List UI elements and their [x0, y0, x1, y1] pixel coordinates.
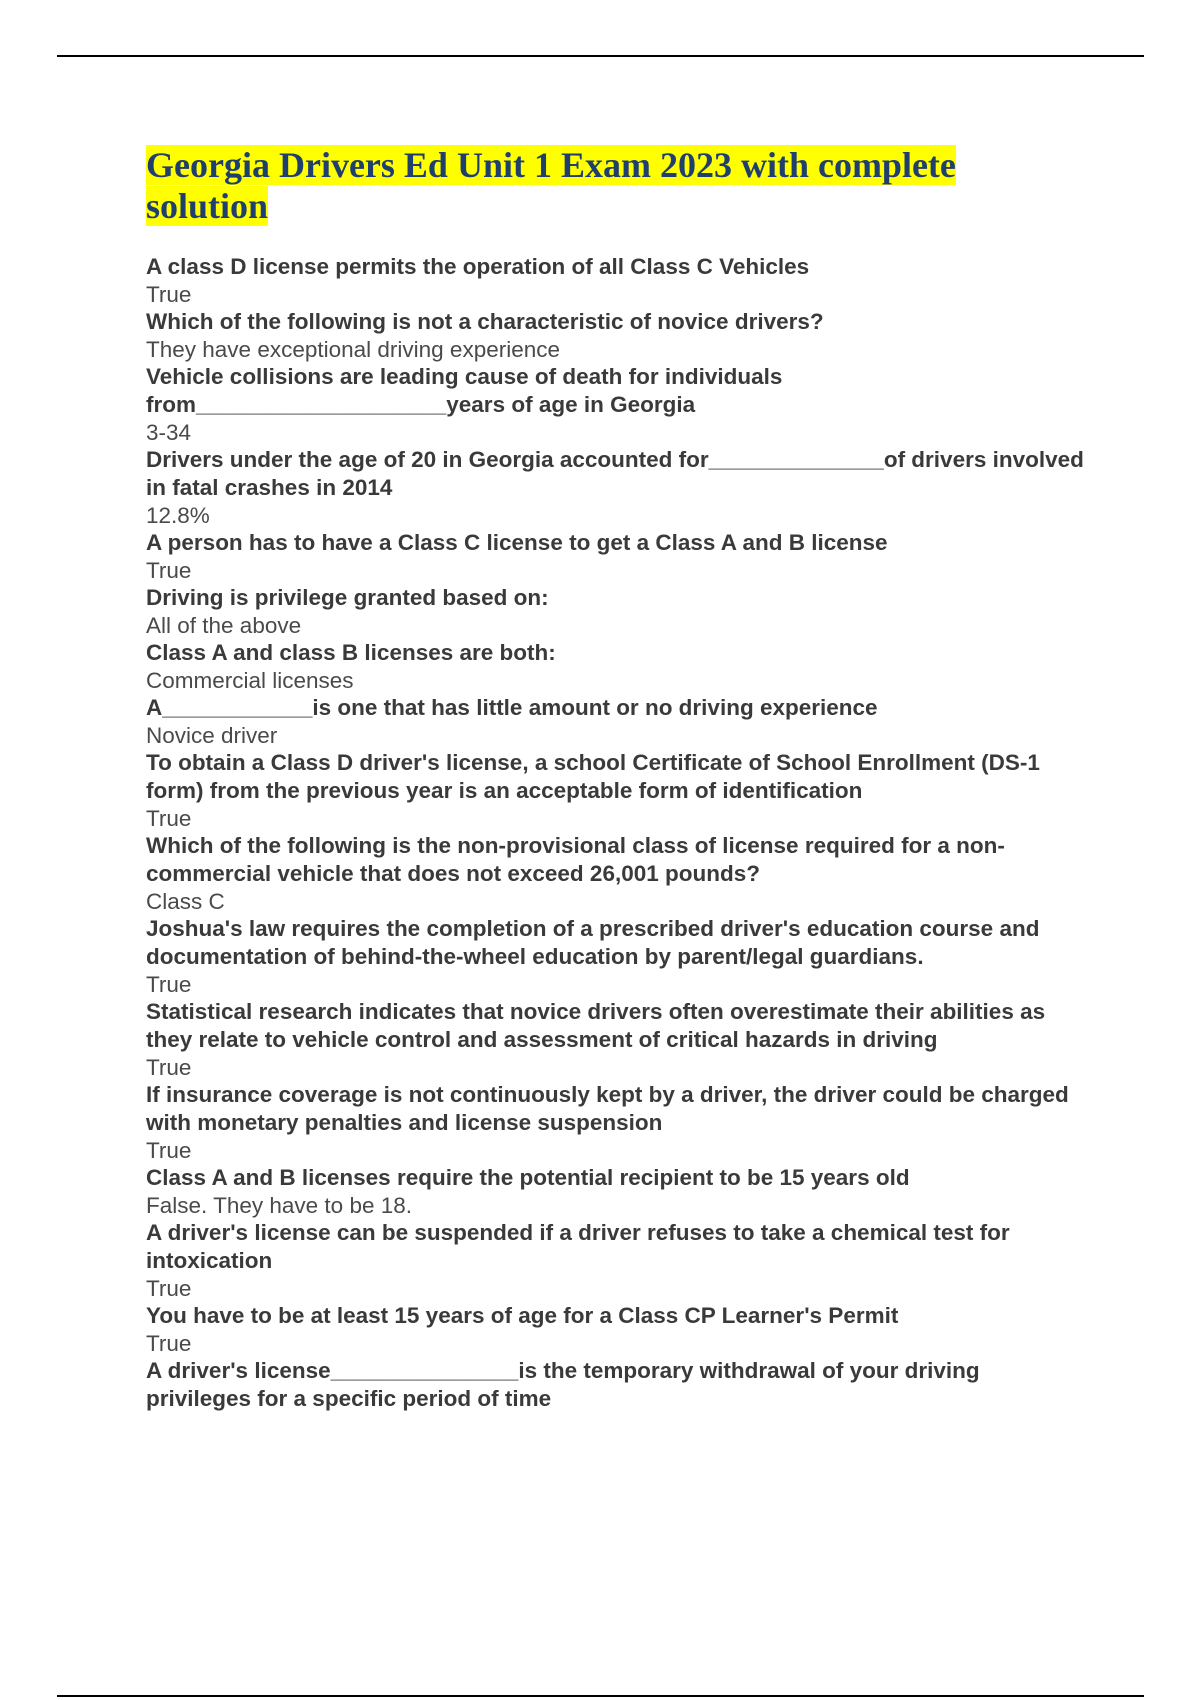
question-text: Class A and class B licenses are both:	[146, 640, 556, 665]
question-text: Statistical research indicates that novice drivers often overestimate their abilities as they relate to vehicle control and assessment of critical hazards in driving	[146, 999, 1046, 1052]
answer-text: Novice driver	[146, 723, 278, 748]
answer-text: True	[146, 558, 192, 583]
question-text: Drivers under the age of 20 in Georgia accounted for______________of drivers involved in fatal crashes in 2014	[146, 447, 1084, 500]
qa-item	[146, 832, 1086, 915]
answer-text: True	[146, 1276, 192, 1301]
qa-item	[146, 915, 1086, 998]
question-text: To obtain a Class D driver's license, a school Certificate of School Enrollment (DS-1 form) from the previous year is an acceptable form of identification	[146, 750, 1040, 803]
qa-item	[146, 308, 1086, 363]
answer-text: True	[146, 282, 192, 307]
qa-item	[146, 253, 1086, 308]
question-text: Vehicle collisions are leading cause of death for individuals from____________________years of age in Georgia	[146, 364, 783, 417]
question-text: A class D license permits the operation of all Class C Vehicles	[146, 254, 810, 279]
question-text: Driving is privilege granted based on:	[146, 585, 549, 610]
answer-text: Class C	[146, 889, 225, 914]
question-text: You have to be at least 15 years of age for a Class CP Learner's Permit	[146, 1303, 899, 1328]
question-text: Which of the following is the non-provisional class of license required for a non-commercial vehicle that does not exceed 26,001 pounds?	[146, 833, 1005, 886]
question-text: A driver's license_______________is the temporary withdrawal of your driving privileges for a specific period of time	[146, 1358, 980, 1411]
qa-item	[146, 1164, 1086, 1219]
question-text: Joshua's law requires the completion of a prescribed driver's education course and documentation of behind-the-wheel education by parent/legal guardians.	[146, 916, 1040, 969]
answer-text: True	[146, 1331, 192, 1356]
question-text: Class A and B licenses require the potential recipient to be 15 years old	[146, 1165, 910, 1190]
qa-item	[146, 1081, 1086, 1164]
question-text: Which of the following is not a characteristic of novice drivers?	[146, 309, 824, 334]
qa-item	[146, 639, 1086, 694]
question-text: A driver's license can be suspended if a driver refuses to take a chemical test for intoxication	[146, 1220, 1010, 1273]
document-content	[146, 145, 1086, 1413]
question-text: A person has to have a Class C license to get a Class A and B license	[146, 530, 888, 555]
answer-text: All of the above	[146, 613, 302, 638]
qa-item	[146, 529, 1086, 584]
qa-item	[146, 694, 1086, 749]
qa-item	[146, 749, 1086, 832]
answer-text: False. They have to be 18.	[146, 1193, 413, 1218]
answer-text: True	[146, 806, 192, 831]
answer-text: They have exceptional driving experience	[146, 337, 560, 362]
qa-item	[146, 998, 1086, 1081]
qa-list	[146, 253, 1086, 1413]
answer-text: 12.8%	[146, 503, 210, 528]
answer-text: True	[146, 1138, 192, 1163]
qa-item	[146, 1219, 1086, 1302]
qa-item	[146, 446, 1086, 529]
question-text: If insurance coverage is not continuously kept by a driver, the driver could be charged with monetary penalties and license suspension	[146, 1082, 1069, 1135]
answer-text: True	[146, 972, 192, 997]
document-title-text: Georgia Drivers Ed Unit 1 Exam 2023 with complete solution	[146, 145, 956, 226]
answer-text: Commercial licenses	[146, 668, 354, 693]
qa-item	[146, 1357, 1086, 1413]
document-title	[146, 145, 1086, 227]
question-text: A____________is one that has little amount or no driving experience	[146, 695, 878, 720]
answer-text: 3-34	[146, 420, 192, 445]
answer-text: True	[146, 1055, 192, 1080]
qa-item	[146, 1302, 1086, 1357]
top-rule	[57, 55, 1144, 57]
bottom-rule	[57, 1695, 1144, 1697]
qa-item	[146, 584, 1086, 639]
qa-item	[146, 363, 1086, 446]
